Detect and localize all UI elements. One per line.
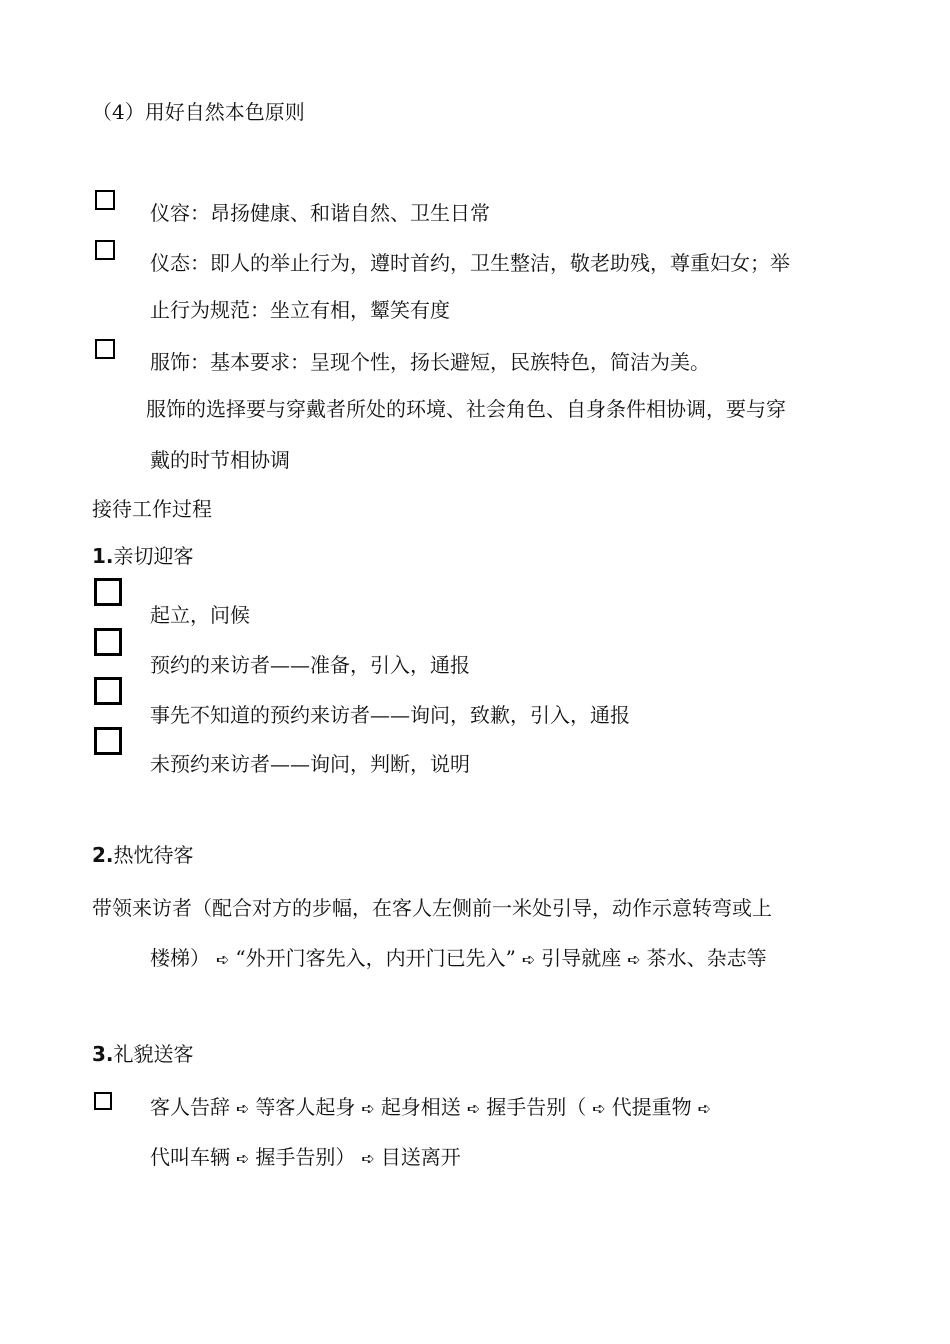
step: 握手告别） [255, 1145, 356, 1169]
section1-title: 亲切迎客 [113, 544, 194, 568]
item-manner-line2: 止行为规范：坐立有相，颦笑有度 [150, 298, 450, 322]
section2-text-c: 引导就座 [541, 946, 622, 970]
section3-number: 3. [92, 1042, 114, 1066]
step: 等客人起身 [255, 1095, 356, 1119]
arrow-right-icon: ➪ [466, 1099, 481, 1118]
section3-title: 礼貌送客 [113, 1042, 194, 1066]
step: 目送离开 [380, 1145, 461, 1169]
section2-number: 2. [92, 843, 114, 867]
arrow-right-icon: ➪ [627, 950, 641, 969]
principle-title: （4）用好自然本色原则 [92, 100, 305, 124]
section1-heading [92, 544, 194, 568]
list-item: 未预约来访者——询问，判断，说明 [150, 752, 470, 776]
checkbox-icon [94, 1092, 112, 1110]
step: 代叫车辆 [150, 1145, 230, 1169]
item-manner-line1: 仪态：即人的举止行为，遵时首约，卫生整洁，敬老助残，尊重妇女；举 [150, 251, 790, 275]
arrow-right-icon: ➪ [521, 950, 536, 969]
item-dress-line2: 服饰的选择要与穿戴者所处的环境、社会角色、自身条件相协调，要与穿 [146, 397, 786, 421]
list-item: 起立，问候 [150, 603, 250, 627]
section2-text-b: “外开门客先入，内开门已先入” [235, 946, 516, 970]
checkbox-icon [95, 339, 115, 359]
arrow-right-icon: ➪ [236, 1149, 250, 1168]
section3-heading [92, 1042, 194, 1066]
step: 代提重物 [611, 1095, 692, 1119]
arrow-right-icon: ➪ [592, 1099, 606, 1118]
section2-heading [92, 843, 194, 867]
list-item: 事先不知道的预约来访者——询问，致歉，引入，通报 [150, 703, 630, 727]
arrow-right-icon: ➪ [697, 1099, 712, 1118]
arrow-right-icon: ➪ [236, 1099, 250, 1118]
checkbox-icon [94, 727, 122, 755]
step: 起身相送 [380, 1095, 461, 1119]
arrow-right-icon: ➪ [361, 1099, 375, 1118]
section1-number: 1. [92, 544, 114, 568]
checkbox-icon [94, 677, 122, 705]
section3-steps-line1 [150, 1095, 717, 1121]
checkbox-icon [95, 190, 115, 210]
section2-text-d: 茶水、杂志等 [646, 946, 767, 970]
checkbox-icon [94, 578, 122, 606]
checkbox-icon [94, 628, 122, 656]
item-appearance: 仪容：昂扬健康、和谐自然、卫生日常 [150, 201, 490, 225]
section2-line2 [150, 946, 767, 972]
step: 握手告别（ [486, 1095, 587, 1119]
item-dress-line1: 服饰：基本要求：呈现个性，扬长避短，民族特色，简洁为美。 [150, 350, 710, 374]
item-dress-line3: 戴的时节相协调 [150, 448, 290, 472]
arrow-right-icon: ➪ [361, 1149, 375, 1168]
section-title: 接待工作过程 [92, 497, 212, 521]
section2-title: 热忱待客 [113, 843, 194, 867]
step: 客人告辞 [150, 1095, 230, 1119]
checkbox-icon [95, 240, 115, 260]
section2-text-a: 楼梯） [150, 946, 210, 970]
section3-steps-line2 [150, 1145, 461, 1171]
arrow-right-icon: ➪ [216, 950, 230, 969]
section2-line1: 带领来访者（配合对方的步幅，在客人左侧前一米处引导，动作示意转弯或上 [92, 896, 772, 920]
list-item: 预约的来访者——准备，引入，通报 [150, 653, 470, 677]
